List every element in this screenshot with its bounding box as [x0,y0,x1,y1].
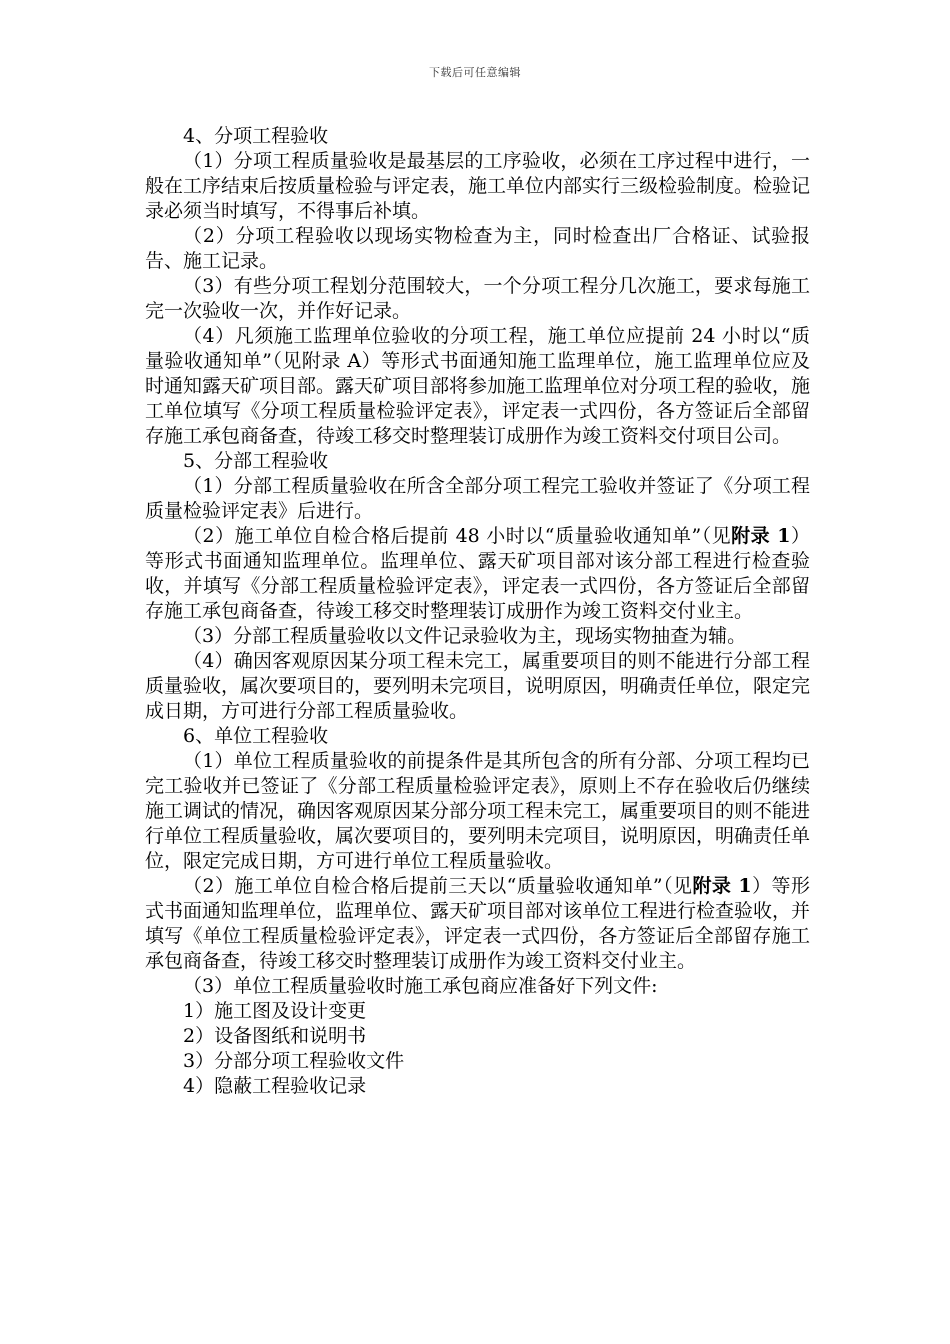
paragraph: （1）分项工程质量验收是最基层的工序验收，必须在工序过程中进行，一般在工序结束后按质量检验与评定表，施工单位内部实行三级检验制度。检验记录必须当时填写，不得事后补填。 [145,150,811,222]
paragraph: （4）凡须施工监理单位验收的分项工程，施工单位应提前 24 小时以“质量验收通知单”（见附录 A）等形式书面通知施工监理单位，施工监理单位应及时通知露天矿项目部。露天矿项目部将参加施工监理单位对分项工程的验收，施工单位填写《分项工程质量检验评定表》，评定表一式四份，各方签证后全部留存施工承包商备查，待竣工移交时整理装订成册作为竣工资料交付项目公司。 [145,325,811,447]
section-title-5: 5、分部工程验收 [183,450,329,472]
list-item: 2）设备图纸和说明书 [183,1025,367,1047]
text-run: （2）施工单位自检合格后提前三天以“质量验收通知单”（见 [183,875,693,897]
list-item: 3）分部分项工程验收文件 [183,1050,405,1072]
paragraph: （3）单位工程质量验收时施工承包商应准备好下列文件: [183,975,658,997]
paragraph: （1）分部工程质量验收在所含全部分项工程完工验收并签证了《分项工程质量检验评定表》后进行。 [145,475,810,522]
text-run: ）等形式书面通知监理单位。监理单位、露天矿项目部对该分部工程进行检查验收，并填写《分部工程质量检验评定表》，评定表一式四份，各方签证后全部留存施工承包商备查，待竣工移交时整理装订成册作为竣工资料交付业主。 [145,525,810,622]
appendix-reference: 附录 1 [692,875,752,897]
paragraph [145,524,810,624]
text-run: ）等形式书面通知监理单位，监理单位、露天矿项目部对该单位工程进行检查验收，并填写《单位工程质量检验评定表》，评定表一式四份，各方签证后全部留存施工承包商备查，待竣工移交时整理装订成册作为竣工资料交付业主。 [145,875,811,972]
document-body [145,124,810,1099]
paragraph: （2）分项工程验收以现场实物检查为主，同时检查出厂合格证、试验报告、施工记录。 [145,225,810,272]
paragraph: （1）单位工程质量验收的前提条件是其所包含的所有分部、分项工程均已完工验收并已签证了《分部工程质量检验评定表》，原则上不存在验收后仍继续施工调试的情况，确因客观原因某分部分项工程未完工，属重要项目的则不能进行单位工程质量验收，属次要项目的，要列明未完项目，说明原因，明确责任单位，限定完成日期，方可进行单位工程质量验收。 [145,750,811,872]
text-run: （2）施工单位自检合格后提前 48 小时以“质量验收通知单”（见 [183,525,732,547]
paragraph: （3）分部工程质量验收以文件记录验收为主，现场实物抽查为辅。 [183,625,747,647]
list-item: 1）施工图及设计变更 [183,1000,367,1022]
page-header: 下载后可任意编辑 [429,66,521,79]
paragraph [145,874,810,974]
paragraph: （4）确因客观原因某分项工程未完工，属重要项目的则不能进行分部工程质量验收，属次要项目的，要列明未完项目，说明原因，明确责任单位，限定完成日期，方可进行分部工程质量验收。 [145,650,811,722]
section-title-6: 6、单位工程验收 [183,725,329,747]
paragraph: （3）有些分项工程划分范围较大，一个分项工程分几次施工，要求每施工完一次验收一次，并作好记录。 [145,275,810,322]
section-title-4: 4、分项工程验收 [183,125,329,147]
list-item: 4）隐蔽工程验收记录 [183,1075,367,1097]
appendix-reference: 附录 1 [731,525,791,547]
